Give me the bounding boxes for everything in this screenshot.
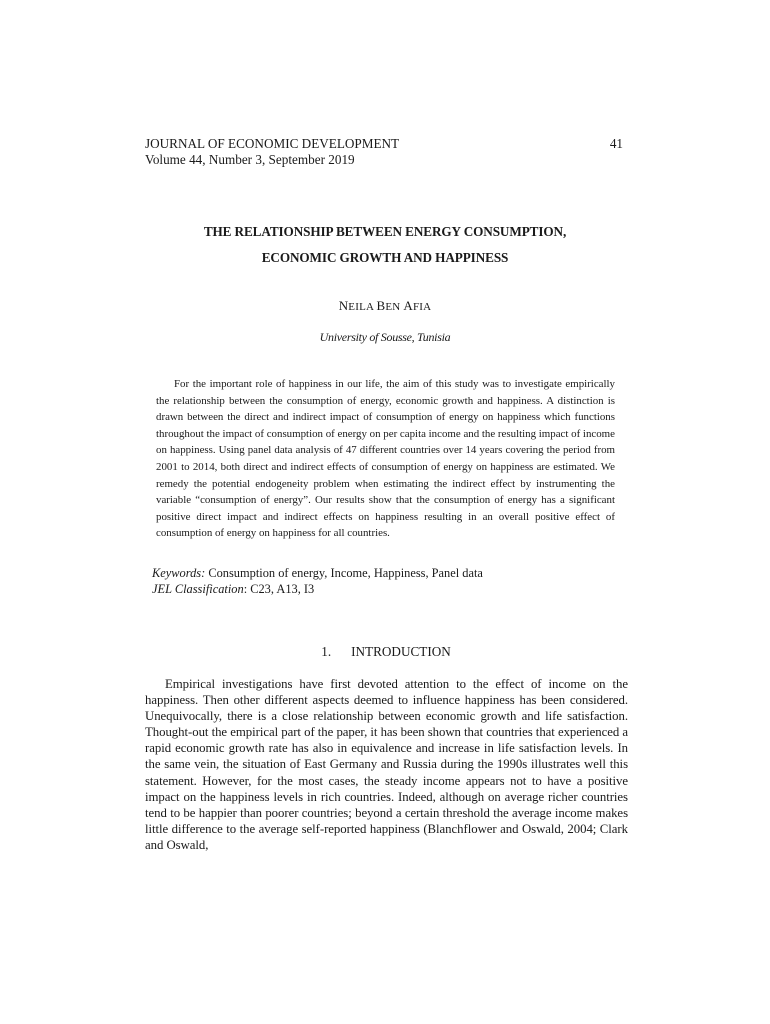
section-number: 1.: [321, 644, 332, 659]
keywords-block: [152, 566, 622, 597]
journal-issue: Volume 44, Number 3, September 2019: [145, 152, 355, 167]
article-title-line-2: ECONOMIC GROWTH AND HAPPINESS: [261, 250, 509, 265]
jel-label: JEL Classification: [152, 581, 244, 596]
author-first-initial: N: [338, 298, 349, 313]
section-title: INTRODUCTION: [351, 644, 451, 659]
keywords-value: Consumption of energy, Income, Happiness, Panel data: [205, 566, 483, 580]
journal-name: JOURNAL OF ECONOMIC DEVELOPMENT: [145, 136, 400, 151]
author-affiliation: University of Sousse, Tunisia: [319, 330, 451, 344]
jel-value: : C23, A13, I3: [243, 581, 315, 596]
page-number: 41: [609, 136, 623, 151]
author-last-initial: A: [403, 298, 413, 313]
article-title-line-1: THE RELATIONSHIP BETWEEN ENERGY CONSUMPTION,: [203, 224, 567, 239]
section-heading: [145, 644, 627, 660]
abstract: For the important role of happiness in our life, the aim of this study was to investigate empirically the relationship between the consumption of energy, economic growth and happiness. A distinction is drawn between the direct and indirect impact of consumption of energy on happiness which functions throughout the impact of consumption of energy on per capita income and the resulting impact of income on happiness. Using panel data analysis of 47 different countries over 14 years covering the period from 2001 to 2014, both direct and indirect effects of consumption of energy on happiness are estimated. We remedy the potential endogeneity problem when estimating the indirect effect by instrumenting the variable “consumption of energy”. Our results show that the consumption of energy has a significant positive direct impact and indirect effects on happiness resulting in an overall positive effect of consumption of energy on happiness for all countries.: [156, 378, 615, 540]
author-mid-rest: EN: [385, 301, 401, 313]
author-name: [120, 298, 650, 314]
author-mid-initial: B: [376, 298, 386, 313]
author-first-rest: EILA: [348, 301, 374, 313]
running-head: [145, 136, 623, 168]
keywords-label: Keywords:: [152, 566, 206, 580]
intro-paragraph: Empirical investigations have first devoted attention to the effect of income on the happiness. Then other different aspects deemed to influence happiness has been considered. Unequivocally, there is a close relationship between economic growth and life satisfaction. Thought-out the empirical part of the paper, it has been shown that countries that experienced a rapid economic growth rate has also in equivalence and increase in life satisfaction levels. In the same vein, the situation of East Germany and Russia during the 1990s illustrates well this statement. However, for the most cases, the steady income appears not to have a positive impact on the happiness levels in rich countries. Indeed, although on average richer countries tend to be happier than poorer countries; beyond a certain threshold the average income makes little difference to the average self-reported happiness (Blanchflower and Oswald, 2004; Clark and Oswald,: [145, 677, 628, 852]
author-last-rest: FIA: [412, 301, 432, 313]
